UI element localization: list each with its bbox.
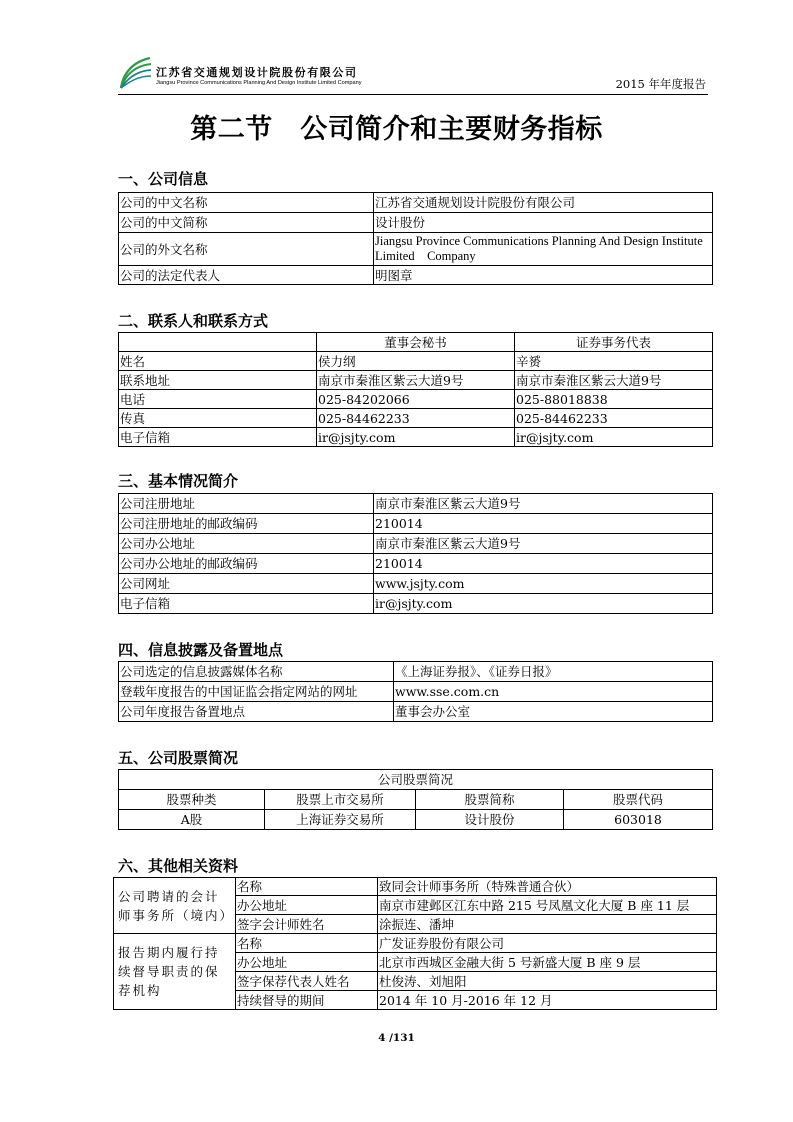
table-cell: 办公地址 <box>236 953 378 972</box>
table-cell: 南京市秦淮区紫云大道9号 <box>317 371 515 390</box>
table-cell: 持续督导的期间 <box>236 991 378 1010</box>
company-logo-icon <box>118 54 152 90</box>
table-header: 股票简称 <box>416 790 564 810</box>
table-row <box>119 534 713 554</box>
table-cell: ir@jsjty.com <box>317 428 515 447</box>
table-row <box>119 662 713 682</box>
table-cell: 设计股份 <box>416 810 564 830</box>
contacts-table <box>118 332 713 447</box>
table-cell: 南京市秦淮区紫云大道9号 <box>374 494 713 514</box>
table-row <box>119 266 713 285</box>
table-cell: 025-84202066 <box>317 390 515 409</box>
section-title-disclosure: 四、信息披露及备置地点 <box>118 641 284 659</box>
table-cell: 公司年度报告备置地点 <box>119 702 394 722</box>
table-row <box>119 371 713 390</box>
other-info-table <box>113 877 717 1010</box>
table-header: 董事会秘书 <box>317 333 515 352</box>
table-cell: 025-88018838 <box>515 390 713 409</box>
table-header: 股票代码 <box>564 790 713 810</box>
table-cell: 公司的中文名称 <box>119 193 374 213</box>
table-cell: 江苏省交通规划设计院股份有限公司 <box>374 193 713 213</box>
table-cell: 210014 <box>374 514 713 534</box>
table-row <box>119 494 713 514</box>
company-info-table <box>118 192 713 285</box>
section-title-basic-info: 三、基本情况简介 <box>118 472 239 490</box>
table-cell: ir@jsjty.com <box>374 594 713 614</box>
table-cell: Jiangsu Province Communications Planning And Design Institute Limited Company <box>374 233 713 266</box>
report-year: 2015 年年度报告 <box>615 77 706 91</box>
table-row <box>119 810 713 830</box>
table-cell: 杜俊涛、刘旭阳 <box>378 972 717 991</box>
table-row <box>119 213 713 233</box>
company-name-en: Jiangsu Province Communications Planning And Design Institute Limited Company <box>156 80 362 86</box>
table-row <box>119 428 713 447</box>
table-cell: 南京市建邺区江东中路 215 号凤凰文化大厦 B 座 11 层 <box>378 896 717 915</box>
table-cell: 姓名 <box>119 352 317 371</box>
table-cell: 公司的中文简称 <box>119 213 374 233</box>
table-row <box>119 409 713 428</box>
table-header <box>119 333 317 352</box>
table-cell: 025-84462233 <box>317 409 515 428</box>
page-header <box>118 52 708 95</box>
table-cell: 名称 <box>236 878 378 896</box>
table-header: 股票上市交易所 <box>265 790 416 810</box>
table-row <box>119 233 713 266</box>
table-cell: 签字会计师姓名 <box>236 915 378 934</box>
table-row <box>119 594 713 614</box>
table-header-row <box>119 333 713 352</box>
basic-info-table <box>118 493 713 614</box>
table-cell: 公司办公地址的邮政编码 <box>119 554 374 574</box>
table-row <box>114 878 717 896</box>
table-row <box>119 574 713 594</box>
table-cell: 董事会办公室 <box>394 702 713 722</box>
table-cell: 公司办公地址 <box>119 534 374 554</box>
table-row <box>119 193 713 213</box>
table-cell: 公司注册地址 <box>119 494 374 514</box>
table-cell: www.jsjty.com <box>374 574 713 594</box>
page-number: 4 /131 <box>378 1032 415 1044</box>
table-cell: 电话 <box>119 390 317 409</box>
stock-table <box>118 769 713 830</box>
table-cell: 设计股份 <box>374 213 713 233</box>
table-cell: 涂振连、潘坤 <box>378 915 717 934</box>
table-cell: 上海证券交易所 <box>265 810 416 830</box>
table-cell: www.sse.com.cn <box>394 682 713 702</box>
table-cell: 联系地址 <box>119 371 317 390</box>
table-caption-row <box>119 770 713 790</box>
table-cell: 广发证券股份有限公司 <box>378 934 717 953</box>
table-cell: ir@jsjty.com <box>515 428 713 447</box>
page-title: 第二节 公司简介和主要财务指标 <box>190 114 603 145</box>
section-title-other: 六、其他相关资料 <box>118 857 239 875</box>
table-cell: 公司的法定代表人 <box>119 266 374 285</box>
table-row <box>119 514 713 534</box>
table-row <box>119 352 713 371</box>
group-label-sponsor: 报告期内履行持续督导职责的保荐机构 <box>114 934 236 1010</box>
table-cell: 传真 <box>119 409 317 428</box>
table-cell: 南京市秦淮区紫云大道9号 <box>515 371 713 390</box>
table-cell: 公司注册地址的邮政编码 <box>119 514 374 534</box>
table-cell: 北京市西城区金融大街 5 号新盛大厦 B 座 9 层 <box>378 953 717 972</box>
table-header-row <box>119 790 713 810</box>
table-cell: 电子信箱 <box>119 594 374 614</box>
section-title-contacts: 二、联系人和联系方式 <box>118 312 269 330</box>
section-title-stock: 五、公司股票简况 <box>118 749 239 767</box>
table-cell: 公司的外文名称 <box>119 233 374 266</box>
table-cell: 公司网址 <box>119 574 374 594</box>
table-cell: 名称 <box>236 934 378 953</box>
table-row <box>119 682 713 702</box>
section-title-company-info: 一、公司信息 <box>118 170 209 188</box>
table-cell: 办公地址 <box>236 896 378 915</box>
table-cell: 致同会计师事务所（特殊普通合伙） <box>378 878 717 896</box>
table-caption: 公司股票简况 <box>119 770 713 790</box>
table-row <box>119 390 713 409</box>
group-label-accountant: 公司聘请的会计师事务所（境内） <box>114 878 236 934</box>
table-cell: 603018 <box>564 810 713 830</box>
table-header: 股票种类 <box>119 790 265 810</box>
table-cell: 公司选定的信息披露媒体名称 <box>119 662 394 682</box>
table-cell: 侯力纲 <box>317 352 515 371</box>
company-name-cn: 江苏省交通规划设计院股份有限公司 <box>156 66 358 79</box>
table-row <box>119 554 713 574</box>
table-cell: A股 <box>119 810 265 830</box>
table-row <box>119 702 713 722</box>
table-header: 证券事务代表 <box>515 333 713 352</box>
table-cell: 辛赟 <box>515 352 713 371</box>
table-cell: 《上海证券报》、《证券日报》 <box>394 662 713 682</box>
table-cell: 明图章 <box>374 266 713 285</box>
table-row <box>114 934 717 953</box>
table-cell: 签字保荐代表人姓名 <box>236 972 378 991</box>
table-cell: 电子信箱 <box>119 428 317 447</box>
table-cell: 登载年度报告的中国证监会指定网站的网址 <box>119 682 394 702</box>
disclosure-table <box>118 661 713 722</box>
table-cell: 2014 年 10 月-2016 年 12 月 <box>378 991 717 1010</box>
table-cell: 210014 <box>374 554 713 574</box>
table-cell: 025-84462233 <box>515 409 713 428</box>
table-cell: 南京市秦淮区紫云大道9号 <box>374 534 713 554</box>
